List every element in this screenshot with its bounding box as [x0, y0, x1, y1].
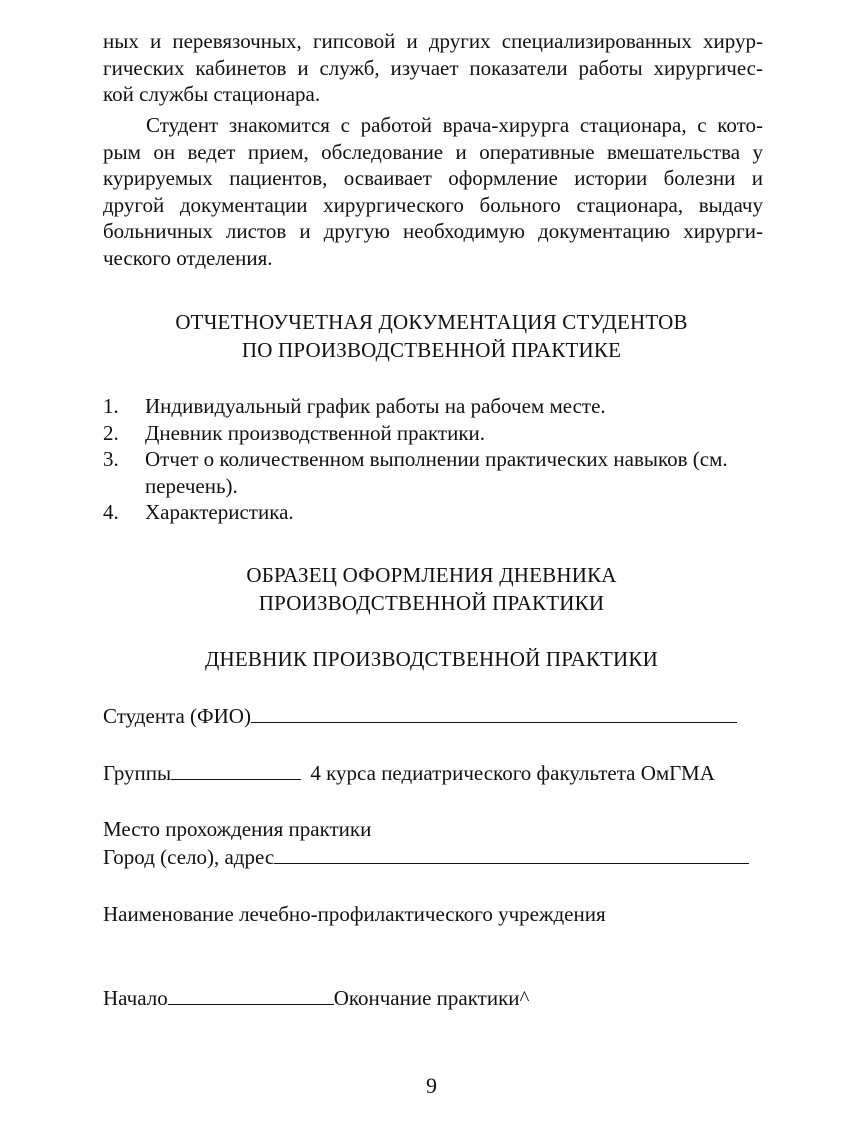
list-item-text: Отчет о количественном выполнении практических навыков (см. перечень). — [145, 447, 728, 498]
heading-line: ПРОИЗВОДСТВЕННОЙ ПРАКТИКИ — [258, 591, 605, 615]
group-field — [103, 760, 715, 786]
group-label: Группы — [103, 761, 172, 785]
institution-field — [103, 901, 606, 927]
place-field — [103, 816, 371, 842]
list-item-number: 1. — [103, 394, 119, 418]
list-item — [103, 393, 773, 420]
paragraph-line: ных и перевязочных, гипсовой и других специализированных хирур- — [103, 29, 763, 53]
city-field — [103, 844, 749, 870]
list-item-text: Индивидуальный график работы на рабочем месте. — [145, 394, 606, 418]
student-paragraph — [103, 112, 763, 271]
list-item-text: Характеристика. — [145, 500, 294, 524]
heading-line: ПО ПРОИЗВОДСТВЕННОЙ ПРАКТИКЕ — [241, 338, 622, 362]
paragraph-line: Студент знакомится с работой врача-хирурга стационара, с кото- — [146, 113, 763, 137]
page-number: 9 — [426, 1073, 437, 1098]
city-label: Город (село), адрес — [103, 845, 275, 869]
list-item — [103, 420, 773, 447]
list-item — [103, 499, 773, 526]
end-label: Окончание практики^ — [333, 986, 530, 1010]
paragraph-line: ческого отделения. — [103, 245, 273, 270]
heading-line: ОТЧЕТНОУЧЕТНАЯ ДОКУМЕНТАЦИЯ СТУДЕНТОВ — [175, 310, 688, 334]
student-name-blank[interactable] — [251, 704, 737, 723]
group-number-blank[interactable] — [171, 761, 301, 780]
list-item-number: 2. — [103, 420, 119, 445]
list-item-number: 3. — [103, 447, 119, 471]
paragraph-line: рым он ведет прием, обследование и оперативные вмешательства у — [103, 139, 763, 164]
place-label: Место прохождения практики — [103, 817, 372, 841]
heading-line: ДНЕВНИК ПРОИЗВОДСТВЕННОЙ ПРАКТИКИ — [205, 647, 658, 671]
diary-heading — [0, 645, 863, 673]
documentation-heading — [0, 308, 863, 364]
student-field — [103, 703, 737, 729]
paragraph-line: курируемых пациентов, осваивает оформление истории болезни и — [103, 166, 763, 190]
paragraph-line: кой службы стационара. — [103, 82, 321, 106]
list-item — [103, 446, 773, 499]
paragraph-line: больничных листов и другую необходимую документацию хирурги- — [103, 219, 763, 243]
list-item-number: 4. — [103, 500, 119, 524]
heading-line: ОБРАЗЕЦ ОФОРМЛЕНИЯ ДНЕВНИКА — [246, 563, 617, 587]
intro-paragraph — [103, 28, 763, 108]
student-label: Студента (ФИО) — [103, 704, 251, 728]
group-suffix: 4 курса педиатрического факультета ОмГМА — [310, 761, 715, 785]
start-label: Начало — [103, 986, 168, 1010]
sample-heading — [0, 561, 863, 617]
dates-field — [103, 985, 529, 1011]
documentation-list — [103, 393, 773, 526]
paragraph-line: гических кабинетов и служб, изучает показатели работы хирургичес- — [103, 55, 763, 80]
paragraph-line: другой документации хирургического больного стационара, выдачу — [103, 192, 763, 217]
list-item-text: Дневник производственной практики. — [145, 420, 486, 445]
institution-label: Наименование лечебно-профилактического учреждения — [103, 902, 606, 926]
start-date-blank[interactable] — [168, 986, 334, 1005]
city-address-blank[interactable] — [274, 845, 749, 864]
